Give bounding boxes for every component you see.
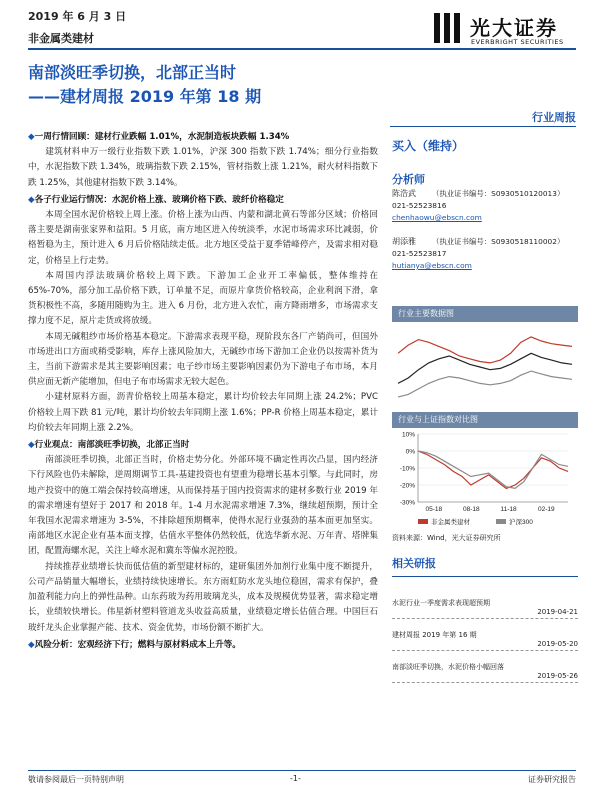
chart2-ytick-label: -30%: [399, 499, 415, 507]
paragraph: 建筑材料申万一级行业指数下跌 1.01%，沪深 300 指数下跌 1.74%；细分行业指数中，水泥指数下跌 1.34%，玻璃指数下跌 2.15%，管材指数上涨 1.21%，耐火材料指数下跌 1.25%，其他建材指数下跌 3.14%。: [28, 147, 378, 188]
related-divider: [392, 576, 578, 577]
analyst-email-link[interactable]: chenhaowu@ebscn.com: [392, 213, 482, 222]
section-risk: ◆风险分析：宏观经济下行；燃料与原材料成本上升等。: [28, 639, 241, 650]
chart2-title: 行业与上证指数对比图: [392, 412, 578, 428]
report-body: [28, 128, 378, 653]
chart2-legend-label: 沪深300: [509, 519, 533, 526]
footer-disclaimer: 敬请参阅最后一页特别声明: [28, 775, 124, 784]
analyst-email-link[interactable]: hutianya@ebscn.com: [392, 261, 472, 270]
paragraph: 本周无碱粗纱市场价格基本稳定。下游需求表现平稳，现阶段东各厂产销尚可，但国外市场进出口方面或稍受影响，库存上涨风险加大，无碱纱市场下游加工企业仍以按需补货为主，当前下游需求是其主要影响因素；电子纱市场主要影响因素仍为下游电子布市场，本月供应面无新产能增加，但电子布市场需求无较大起色。: [28, 331, 378, 388]
paragraph: 本周国内浮法玻璃价格较上周下跌。下游加工企业开工率偏低，整体维持在 65%-70%，部分加工品价格下跌，订单量不足，而原片拿货价格较高，企业利润下滑，拿货积极性不高，多随用随购为主。进入 6 月份，北方进入农忙，南方降雨增多，市场需求支撑力度不足，原片走货或将放缓。: [28, 270, 378, 327]
chart2-series-line: [418, 451, 568, 488]
report-title: 南部淡旺季切换，北部正当时: [28, 63, 237, 82]
chart1: [392, 322, 578, 412]
analyst-phone: 021-52523816: [392, 201, 447, 210]
chart2-svg: [392, 428, 578, 532]
chart-source: 资料来源：Wind，光大证券研究所: [392, 534, 501, 542]
analyst-name: 胡添雅: [392, 237, 416, 246]
report-date: 2019 年 6 月 3 日: [28, 10, 127, 23]
analyst-2: [392, 236, 564, 272]
chart2-ytick-label: -10%: [399, 465, 415, 473]
chart2-legend-swatch: [496, 519, 506, 524]
chart2-ytick-label: 0%: [405, 448, 415, 456]
chart2-xtick-label: 02-19: [538, 506, 555, 513]
report-subtitle: ——建材周报 2019 年第 18 期: [28, 87, 262, 106]
chart2-xtick-label: 05-18: [425, 506, 443, 513]
logo-text-en: EVERBRIGHT SECURITIES: [471, 38, 564, 46]
analyst-phone: 021-52523817: [392, 249, 447, 258]
analyst-cert: （执业证书编号：S0930510120013）: [432, 189, 565, 198]
related-divider-line: [392, 617, 578, 619]
page-number: -1-: [290, 774, 301, 783]
bullet-icon: ◆: [28, 440, 35, 451]
chart2-xtick-label: 11-18: [500, 506, 517, 513]
related-title: 水泥行业一季度需求表现超预期: [392, 599, 490, 607]
chart2-ytick-label: -20%: [399, 482, 415, 490]
related-date: 2019-05-26: [537, 672, 578, 680]
chart1-plot-bg: [392, 322, 578, 412]
paragraph: 小建材原料方面，沥青价格较上周基本稳定，累计均价较去年同期上涨 24.2%；PVC 价格较上周下跌 81 元/吨，累计均价较去年同期上涨 1.6%；PP-R 价格上周基本稳定，累计均价较去年同期上涨 2.2%。: [28, 392, 378, 433]
chart1-title: 行业主要数据图: [392, 306, 578, 322]
chart1-svg: [392, 322, 578, 412]
rating: 买入（维持）: [392, 139, 465, 153]
related-date: 2019-04-21: [537, 608, 578, 616]
related-item[interactable]: [392, 630, 578, 651]
bullet-icon: ◆: [28, 639, 35, 650]
bullet-icon: ◆: [28, 194, 35, 205]
related-divider-line: [392, 681, 578, 683]
related-date: 2019-05-20: [537, 640, 578, 648]
type-divider: [390, 126, 576, 127]
analyst-heading: 分析师: [392, 173, 425, 186]
section-weekly-review: ◆一周行情回顾：建材行业跌幅 1.01%，水泥制造板块跌幅 1.34%: [28, 132, 290, 142]
chart2-legend-swatch: [418, 519, 428, 524]
section-subsector: ◆各子行业运行情况：水泥价格上涨、玻璃价格下跌、玻纤价格稳定: [28, 194, 284, 205]
sector-name: 非金属类建材: [28, 32, 94, 45]
logo-text-cn: 光大证券: [470, 16, 558, 40]
company-logo: [430, 10, 580, 50]
bullet-icon: ◆: [28, 132, 35, 142]
paragraph: 南部淡旺季切换，北部正当时，价格走势分化。外部环境不确定性再次凸显，国内经济下行风险也仍未解除，逆周期调节工具-基建投资也有望重为稳增长基本引擎。与此同时，房地产投资中的施工端会保持较高增速，从而保持基于国内投资需求的建材多数行业 2019 年的需求增速有望好于 2017 和 2018 年。1-4 月水泥需求增速 7.3%，继续超预期，预计全年我国水泥需求增速为 3-5%，不排除超预期概率，使得水泥行业强劲的基本面更加坚实。南部地区水泥企业有基本面支撑，估值水平整体仍然较低，优选华新水泥、万年青、塔牌集团，配置海螺水泥，关注上峰水泥和冀东等偏水泥控股。: [28, 455, 378, 557]
analyst-1: [392, 188, 564, 224]
chart2: [392, 428, 578, 532]
section-view: ◆行业观点：南部淡旺季切换，北部正当时: [28, 440, 190, 451]
related-divider-line: [392, 649, 578, 651]
related-item[interactable]: [392, 662, 578, 683]
related-title: 建材周报 2019 年第 16 期: [392, 631, 477, 639]
chart2-ytick-label: 10%: [401, 431, 415, 439]
related-heading: 相关研报: [392, 557, 436, 570]
chart2-xtick-label: 08-18: [463, 506, 480, 513]
paragraph: 持续推荐业绩增长快而低估值的新型建材标的，建研集团外加剂行业集中度不断提升，公司产品销量大幅增长，业绩持续快速增长。东方雨虹防水龙头地位稳固，需求有保护，叠加盈利能力向上的弹性品种。山东药玻为药用玻璃龙头，成本及规模优势显著，需求稳定增长，业绩较快增长。伟星新材塑料管道龙头收益高质量，业绩稳定增长估值合理。中国巨石玻纤龙头企业掌握产能、技术、资金优势，市场份额不断扩大。: [28, 561, 378, 633]
analyst-name: 陈浩武: [392, 189, 416, 198]
logo-mark-icon: [430, 10, 466, 46]
paragraph: 本周全国水泥价格较上周上涨。价格上涨为山西、内蒙和湖北黄石等部分区域；价格回落主要是湖南张家界和益阳。5 月底，南方地区进入传统淡季，水泥市场需求环比减弱，价格暂稳为主，预计进入 6 月后价格陆续走低。北方地区受益于夏季错峰停产，及需求相对稳定，价格呈上行走势。: [28, 210, 378, 266]
related-title: 南部淡旺季切换，水泥价格小幅回落: [392, 663, 504, 671]
analyst-cert: （执业证书编号：S0930518110002）: [432, 237, 565, 246]
related-item[interactable]: [392, 598, 578, 619]
footer-report-label: 证券研究报告: [528, 775, 576, 784]
footer-divider: [28, 770, 576, 771]
chart2-legend-label: 非金属类建材: [431, 519, 470, 526]
report-type: 行业周报: [532, 111, 576, 124]
top-divider: [28, 48, 576, 50]
